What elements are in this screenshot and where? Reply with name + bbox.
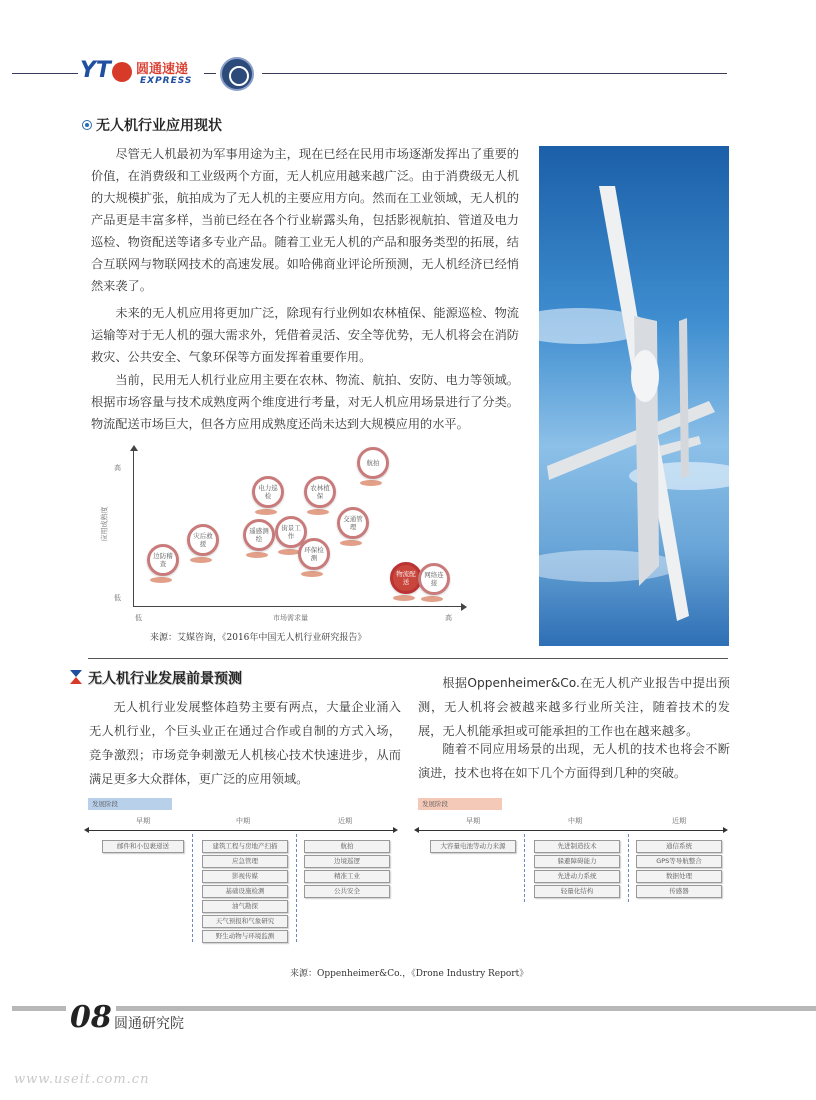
section1-title: 无人机行业应用现状	[96, 118, 222, 134]
pin-border-patrol: 边防稽查	[147, 544, 179, 576]
mid-item: 躲避障碍能力	[534, 855, 620, 868]
section1-paragraph-1: 尽管无人机最初为军事用途为主，现在已经在民用市场逐渐发挥出了重要的价值，在消费级和工业级两个方面，无人机应用越来越广泛。由于消费级无人机的大规模扩张，航拍成为了无人机的主要应用方向。然而在工业领域，无人机的产品更是丰富多样，当前已经在各个行业崭露头角，包括影视航拍、管道及电力巡检、物资配送等诸多专业产品。随着工业无人机的产品和服务类型的拓展，结合互联网与物联网技术的高速发展。如哈佛商业评论所预测，无人机经济已经悄然来袭了。	[91, 147, 519, 293]
y-axis-arrow-icon	[130, 445, 138, 451]
stage-tag: 发展阶段	[418, 798, 502, 810]
timeline-arrow-left-icon	[414, 827, 419, 833]
pin-environment-detection: 环保检测	[298, 538, 330, 570]
timeline-diagram-applications	[88, 798, 400, 948]
pin-traffic-management: 交通管理	[337, 507, 369, 539]
watermark: www.useit.com.cn	[14, 1072, 150, 1087]
section-bullet-icon	[82, 120, 92, 130]
mid-item: 基础设施检测	[202, 885, 288, 898]
x-low-label: 低	[135, 614, 142, 622]
timeline-diagram-technologies	[418, 798, 730, 908]
maturity-chart	[100, 445, 465, 630]
mid-item: 先进制造技术	[534, 840, 620, 853]
phase-early: 早期	[466, 817, 480, 825]
logo-en: EXPRESS	[140, 76, 193, 86]
section1-paragraph-3: 当前，民用无人机行业应用主要在农林、物流、航拍、安防、电力等领域。根据市场容量与技术成熟度两个维度进行考量，对无人机应用场景进行了分类。物流配送市场巨大，但各方应用成熟度还尚未达到大规模应用的水平。	[91, 373, 519, 431]
timeline-arrow-left-icon	[84, 827, 89, 833]
near-item: 通信系统	[636, 840, 722, 853]
phase-near: 近期	[338, 817, 352, 825]
near-item: 公共安全	[304, 885, 390, 898]
logo-cn: 圆通速递	[136, 62, 189, 77]
page-number: 08	[66, 1000, 116, 1035]
x-high-label: 高	[445, 614, 452, 622]
x-axis-arrow-icon	[461, 603, 467, 611]
near-item: 航拍	[304, 840, 390, 853]
x-axis	[133, 606, 463, 607]
timeline-arrow-right-icon	[723, 827, 728, 833]
phase-mid: 中期	[236, 817, 250, 825]
near-item: 数据处理	[636, 870, 722, 883]
mid-item: 轻量化结构	[534, 885, 620, 898]
phase-early: 早期	[136, 817, 150, 825]
pin-network-connection: 网络连接	[418, 563, 450, 595]
chart-source: 来源：艾媒咨询，《2016年中国无人机行业研究报告》	[150, 633, 367, 643]
x-axis-label: 市场需求量	[273, 614, 308, 622]
section2-left-paragraph: 无人机行业发展整体趋势主要有两点，大量企业涌入无人机行业，个巨头业正在通过合作或自制的方式入场，竞争激烈；市场竞争刺激无人机核心技术快速进步，从而满足更多大众群体，更广泛的应用领域。	[89, 700, 401, 786]
mid-item: 先进动力系统	[534, 870, 620, 883]
logo-mark: YT	[80, 58, 111, 83]
pin-power-inspection: 电力巡检	[252, 476, 284, 508]
section2-icon	[70, 670, 82, 684]
phase-mid: 中期	[568, 817, 582, 825]
y-high-label: 高	[114, 464, 121, 472]
mid-item: 影视传媒	[202, 870, 288, 883]
section2-right-paragraph-2: 随着不同应用场景的出现，无人机的技术也将会不断演进，技术也将在如下几个方面得到几种的突破。	[418, 742, 730, 780]
timeline-arrow-right-icon	[393, 827, 398, 833]
section2-right-paragraph-1: 根据Oppenheimer&Co.在无人机产业报告中提出预测，无人机将会被越来越多行业所关注，随着技术的发展，无人机能承担或可能承担的工作也在越来越多。	[418, 676, 730, 738]
brand-logo	[80, 56, 200, 90]
pin-street-view: 街景工作	[275, 516, 307, 548]
y-axis-label: 应用成熟度	[100, 506, 109, 542]
near-item: 传感器	[636, 885, 722, 898]
mid-item: 建筑工程与房地产扫描	[202, 840, 288, 853]
footer-rule	[12, 1006, 816, 1011]
pin-disaster-rescue: 灾后救援	[187, 524, 219, 556]
y-axis	[133, 447, 134, 607]
early-item: 邮件和小包裹递送	[102, 840, 184, 853]
mid-item: 油气勘探	[202, 900, 288, 913]
section2-title: 无人机行业发展前景预测	[88, 671, 242, 687]
footer-org: 圆通研究院	[114, 1016, 184, 1032]
near-item: 精准工业	[304, 870, 390, 883]
near-item: 边境巡逻	[304, 855, 390, 868]
pin-logistics-delivery: 物流配送	[390, 562, 422, 594]
y-low-label: 低	[114, 594, 121, 602]
mid-item: 天气预报和气象研究	[202, 915, 288, 928]
drone-photo	[539, 146, 729, 646]
section1-paragraph-2: 未来的无人机应用将更加广泛，除现有行业例如农林植保、能源巡检、物流运输等对于无人机的强大需求外，凭借着灵活、安全等优势，无人机将会在消防救灾、公共安全、气象环保等方面发挥着重要作用。	[91, 306, 519, 364]
timeline-axis	[88, 830, 394, 831]
pin-crop-protection: 农林植保	[304, 476, 336, 508]
mid-item: 应急管理	[202, 855, 288, 868]
timeline-axis	[418, 830, 724, 831]
near-item: GPS等导航整合	[636, 855, 722, 868]
stage-tag: 发展阶段	[88, 798, 172, 810]
pin-remote-sensing: 遥感测绘	[243, 519, 275, 551]
pin-aerial-photo: 航拍	[357, 447, 389, 479]
logo-swirl-icon	[112, 62, 132, 82]
report-source: 来源：Oppenheimer&Co.，《Drone Industry Report》	[290, 969, 529, 979]
emblem-icon	[220, 57, 254, 91]
mid-item: 野生动物与环境监测	[202, 930, 288, 943]
phase-near: 近期	[672, 817, 686, 825]
early-item: 大容量电池等动力来源	[430, 840, 516, 853]
